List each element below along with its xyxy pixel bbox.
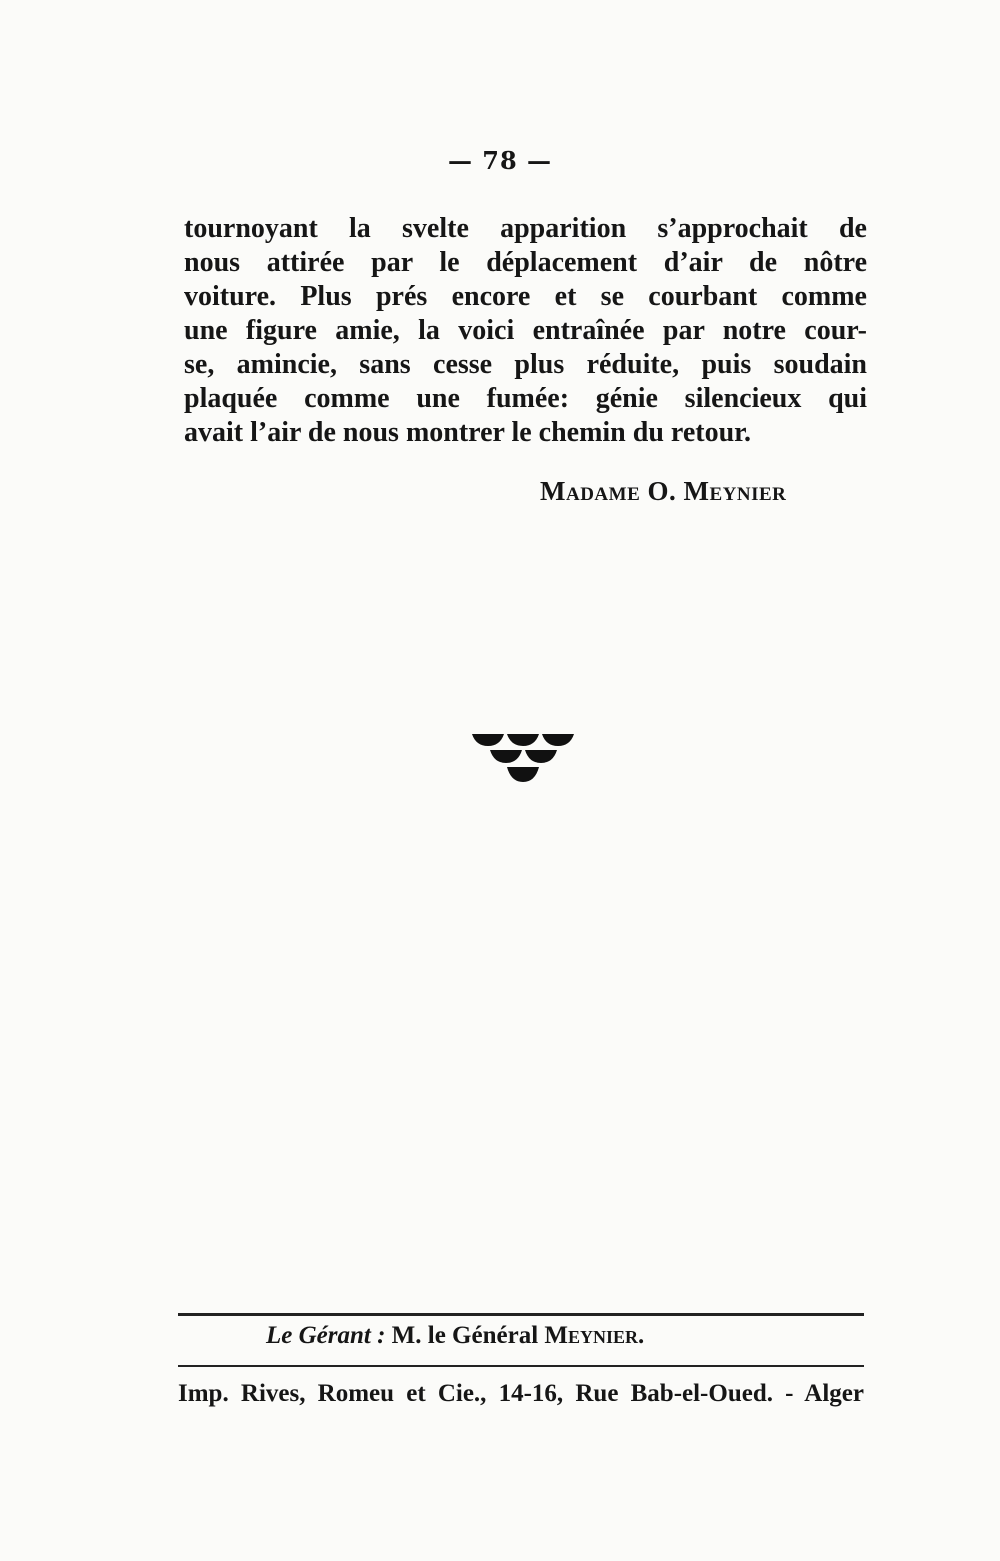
- body-paragraph: [184, 212, 867, 450]
- page-number: — 78 —: [447, 146, 553, 175]
- paragraph-line: voiture. Plus prés encore et se courbant comme: [184, 281, 867, 312]
- author-signature: Madame O. Meynier: [540, 476, 787, 506]
- footer-rule-top: [178, 1313, 864, 1316]
- footer-rule-bottom: [178, 1365, 864, 1367]
- paragraph-line: nous attirée par le déplacement d’air de nôtre: [184, 247, 867, 278]
- manager-surname: Meynier.: [544, 1322, 645, 1349]
- printer-imprint: Imp. Rives, Romeu et Cie., 14-16, Rue Bab-el-Oued. - Alger: [178, 1380, 864, 1407]
- fleuron-ornament-icon: [470, 730, 576, 786]
- manager-label: Le Gérant :: [266, 1322, 386, 1349]
- manager-name-prefix: M. le Général: [391, 1322, 539, 1349]
- paragraph-line: une figure amie, la voici entraînée par notre cour-: [184, 315, 867, 346]
- paragraph-line: avait l’air de nous montrer le chemin du retour.: [184, 417, 751, 448]
- paragraph-line: plaquée comme une fumée: génie silencieux qui: [184, 383, 867, 414]
- paragraph-line: se, amincie, sans cesse plus réduite, puis soudain: [184, 349, 867, 380]
- manager-line: [266, 1322, 644, 1350]
- paragraph-line: tournoyant la svelte apparition s’approchait de: [184, 213, 867, 244]
